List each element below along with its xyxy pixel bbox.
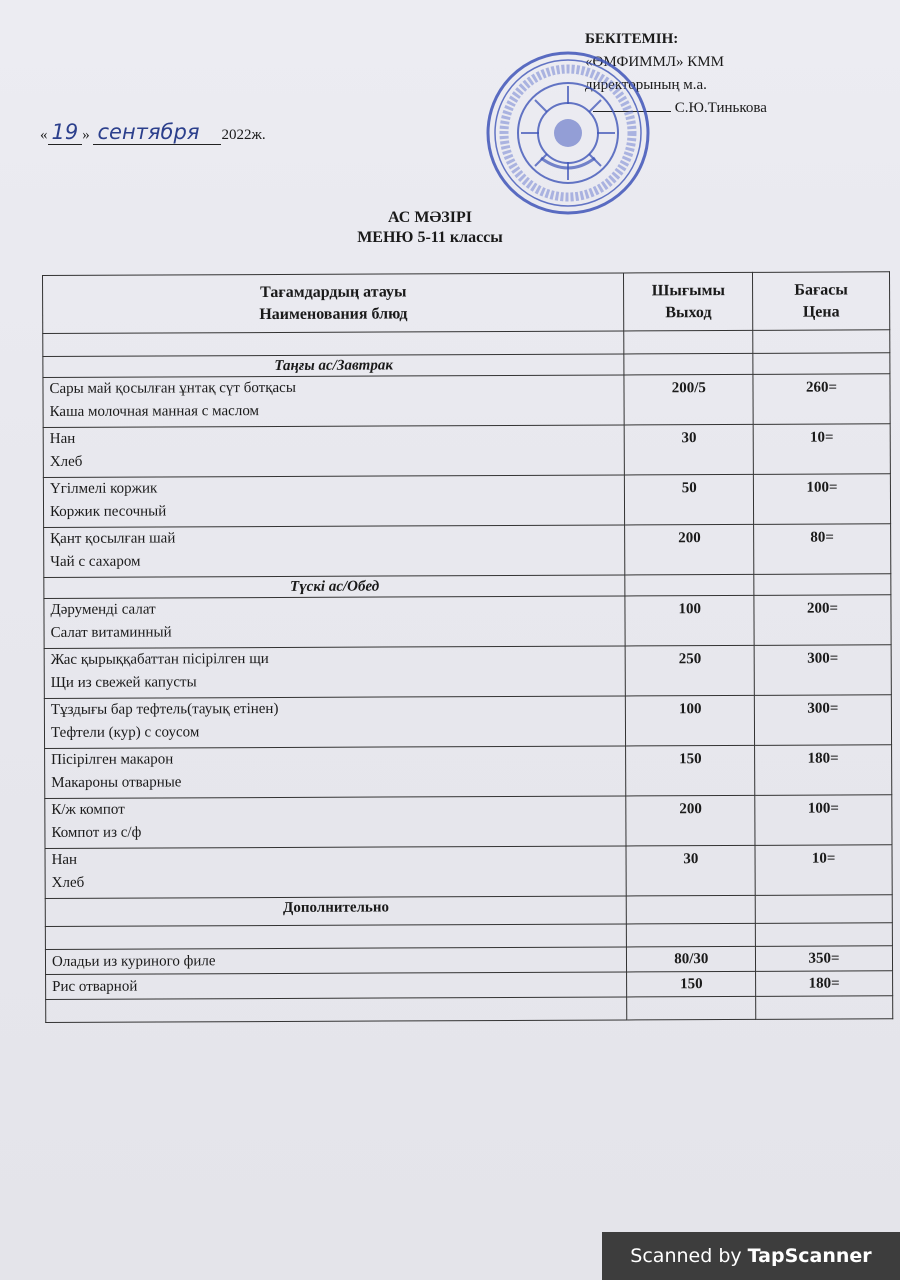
dish-name-kz: Нан — [51, 851, 78, 868]
dish-yield: 30 — [625, 424, 754, 475]
dish-name-ru: Компот из с/ф — [51, 824, 142, 841]
header-dish-name — [43, 273, 625, 334]
dish-name-ru: Салат витаминный — [50, 624, 172, 641]
dish-price: 300= — [754, 645, 891, 696]
dish-name-ru: Тефтели (кур) с соусом — [50, 724, 200, 741]
dish-name-ru: Макароны отварные — [51, 774, 182, 791]
approval-signer: С.Ю.Тинькова — [674, 100, 767, 116]
dish-price: 260= — [753, 374, 890, 425]
date-month: сентября — [97, 120, 200, 144]
table-header-row — [43, 272, 890, 334]
menu-heading — [300, 208, 560, 248]
header-price-ru: Цена — [802, 303, 840, 321]
dish-price: 200= — [754, 595, 891, 646]
dish-yield: 100 — [625, 595, 754, 646]
dish-price: 10= — [753, 424, 890, 475]
dish-price: 80= — [754, 524, 891, 575]
dish-yield: 30 — [626, 845, 755, 896]
table-row — [44, 645, 891, 699]
dish-name-kz: К/ж компот — [51, 801, 125, 818]
table-row — [44, 524, 891, 578]
scanner-watermark — [602, 1232, 900, 1280]
dish-name-kz: Сары май қосылған ұнтақ сүт ботқасы — [49, 379, 296, 397]
dish-yield: 200/5 — [624, 374, 753, 425]
dish-name-kz: Пісірілген макарон — [51, 751, 174, 768]
dish-name-kz: Жас қырыққабаттан пісірілген щи — [50, 651, 269, 668]
section-lunch-label: Түскі ас/Обед — [44, 575, 626, 599]
table-row — [45, 745, 892, 799]
table-row — [45, 845, 892, 899]
watermark-brand: TapScanner — [747, 1245, 872, 1267]
table-row — [43, 424, 890, 478]
table-row — [44, 595, 891, 649]
dish-name-ru: Чай с сахаром — [50, 553, 141, 570]
approval-title: БЕКІТЕМІН: — [585, 31, 679, 47]
header-yield-ru: Выход — [665, 303, 712, 321]
dish-name-kz: Үгілмелі коржик — [49, 480, 158, 497]
state-seal-stamp — [483, 48, 653, 218]
dish-price: 100= — [753, 474, 890, 525]
menu-table — [42, 271, 893, 1023]
dish-yield: 50 — [625, 474, 754, 525]
dish-yield: 200 — [626, 795, 755, 846]
heading-kz: АС МӘЗІРІ — [388, 209, 472, 226]
table-row — [45, 946, 892, 975]
dish-yield: 150 — [627, 971, 756, 997]
dish-name-kz: Дәрумендi салат — [50, 601, 156, 618]
dish-yield: 150 — [626, 745, 755, 796]
section-breakfast-label: Таңғы ас/Завтрак — [43, 354, 625, 378]
dish-price: 350= — [756, 946, 893, 972]
table-row — [43, 474, 890, 528]
date-year: 2022ж. — [221, 127, 266, 143]
header-dish-name-ru: Наименования блюд — [259, 304, 408, 323]
dish-name: Рис отварной — [46, 972, 628, 1000]
watermark-prefix: Scanned by — [630, 1245, 742, 1267]
dish-name: Оладьи из куриного филе — [45, 947, 627, 975]
heading-ru: МЕНЮ 5-11 классы — [357, 229, 503, 246]
dish-price: 100= — [755, 795, 892, 846]
approval-position: директорының м.а. — [585, 77, 707, 93]
dish-yield: 100 — [626, 695, 755, 746]
dish-name-ru: Каша молочная манная с маслом — [49, 403, 260, 420]
table-row — [43, 374, 890, 428]
dish-yield: 250 — [626, 645, 755, 696]
document-date: « 19 » сентября 2022ж. — [40, 120, 266, 144]
dish-price: 10= — [755, 845, 892, 896]
header-yield — [624, 272, 753, 331]
dish-name-ru: Коржик песочный — [49, 503, 167, 520]
table-row — [44, 695, 891, 749]
spacer-row — [46, 996, 893, 1023]
dish-name-kz: Тұздығы бар тефтель(тауық етінен) — [50, 700, 279, 718]
header-yield-kz: Шығымы — [651, 281, 725, 299]
header-price-kz: Бағасы — [794, 280, 848, 299]
header-dish-name-kz: Тағамдардың атауы — [260, 282, 407, 301]
dish-name-ru: Хлеб — [51, 874, 85, 891]
dish-name-ru: Щи из свежей капусты — [50, 674, 197, 691]
dish-price: 180= — [755, 745, 892, 796]
section-extra-label: Дополнительно — [45, 896, 627, 927]
table-row — [46, 971, 893, 1000]
dish-yield: 80/30 — [627, 946, 756, 972]
dish-name-kz: Қант қосылған шай — [50, 530, 176, 547]
dish-price: 180= — [756, 971, 893, 997]
date-day: 19 — [51, 120, 79, 144]
header-price — [753, 272, 890, 331]
dish-name-ru: Хлеб — [49, 453, 83, 470]
section-extra — [45, 895, 892, 927]
table-row — [45, 795, 892, 849]
approval-org: «ӨМФИММЛ» КММ — [585, 54, 724, 70]
dish-yield: 200 — [625, 524, 754, 575]
dish-price: 300= — [754, 695, 891, 746]
dish-name-kz: Нан — [49, 430, 76, 447]
